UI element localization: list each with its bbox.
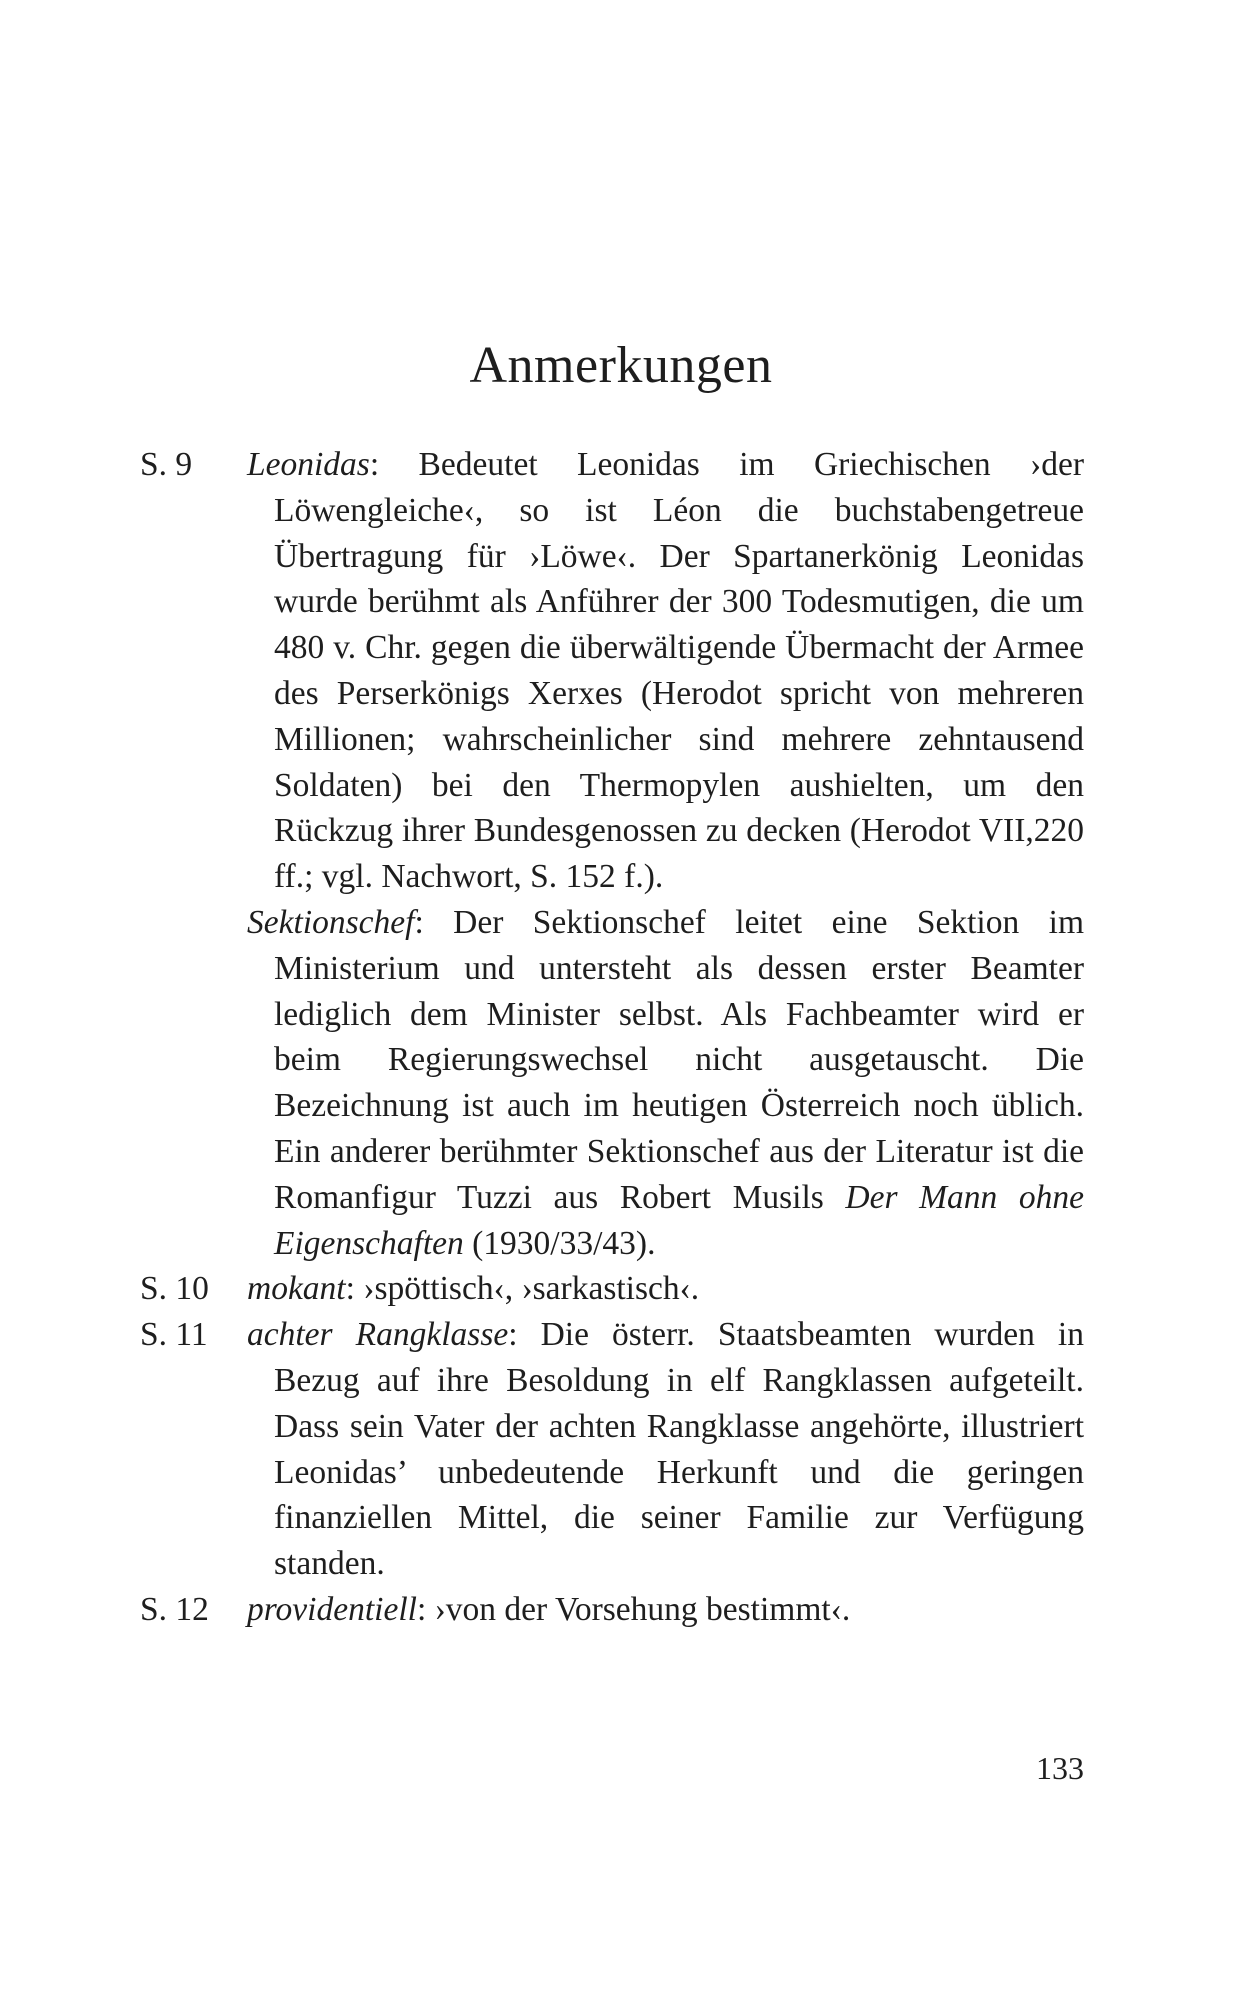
note-mokant xyxy=(0,1266,1242,1312)
note-page-ref: S. 11 xyxy=(140,1316,208,1354)
note-text: : Bedeutet Leonidas im Griechischen ›der Löwengleiche‹, so ist Léon die buchstabengetreue Übertragung für ›Löwe‹. Der Spartanerkönig Leonidas wurde berühmt als Anführer der 300 Todesmutigen, die um 480 v. Chr. gegen die überwältigende Übermacht der Armee des Perserkönigs Xerxes (Herodot spricht von mehreren Millionen; wahrscheinlicher sind mehrere zehntausend Soldaten) bei den Thermopylen aushielten, um den Rückzug ihrer Bundesgenossen zu decken (Herodot VII,220 ff.; vgl. Nachwort, S. 152 f.). xyxy=(274,446,1084,896)
note-text-after: (1930/33/43). xyxy=(463,1224,656,1262)
page-title: Anmerkungen xyxy=(469,337,773,394)
note-body xyxy=(247,1312,1084,1587)
note-body xyxy=(247,900,1084,1266)
note-term: Leonidas xyxy=(247,446,370,483)
note-page-ref: S. 10 xyxy=(140,1270,209,1308)
note-leonidas xyxy=(0,442,1242,900)
note-text: : Die österr. Staatsbeamten wurden in Bezug auf ihre Besoldung in elf Rangklassen aufgeteilt. Dass sein Vater der achten Rangklasse angehörte, illustriert Leonidas’ unbedeutende Herkunft und die geringen finanziellen Mittel, die seiner Familie zur Verfügung standen. xyxy=(274,1316,1084,1583)
note-term: achter Rangklasse xyxy=(247,1316,509,1354)
note-body xyxy=(247,1587,1084,1633)
note-term: mokant xyxy=(247,1270,346,1308)
note-term: providentiell xyxy=(247,1590,417,1628)
note-achter-rangklasse xyxy=(0,1312,1242,1587)
note-text: : ›spöttisch‹, ›sarkastisch‹. xyxy=(345,1270,700,1308)
note-text: : Der Sektionschef leitet eine Sektion im Ministerium und untersteht als dessen erster Beamter lediglich dem Minister selbst. Als Fachbeamter wird er beim Regierungswechsel nicht ausgetauscht. Die Bezeichnung ist auch im heutigen Österreich noch üblich. Ein anderer berühmter Sektionschef aus der Literatur ist die Romanfigur Tuzzi aus Robert Musils xyxy=(274,903,1084,1216)
note-page-ref: S. 12 xyxy=(140,1590,209,1628)
notes-list xyxy=(0,442,1242,1633)
note-body xyxy=(247,442,1084,900)
note-sektionschef xyxy=(0,900,1242,1266)
note-page-ref: S. 9 xyxy=(140,446,193,483)
note-text: : ›von der Vorsehung bestimmt‹. xyxy=(416,1590,851,1628)
page-number: 133 xyxy=(1036,1750,1084,1786)
note-providentiell xyxy=(0,1587,1242,1633)
note-body xyxy=(247,1266,1084,1312)
note-work-title: Der Mann ohne Eigenschaften xyxy=(274,1178,1084,1262)
note-term: Sektionschef xyxy=(247,903,415,941)
